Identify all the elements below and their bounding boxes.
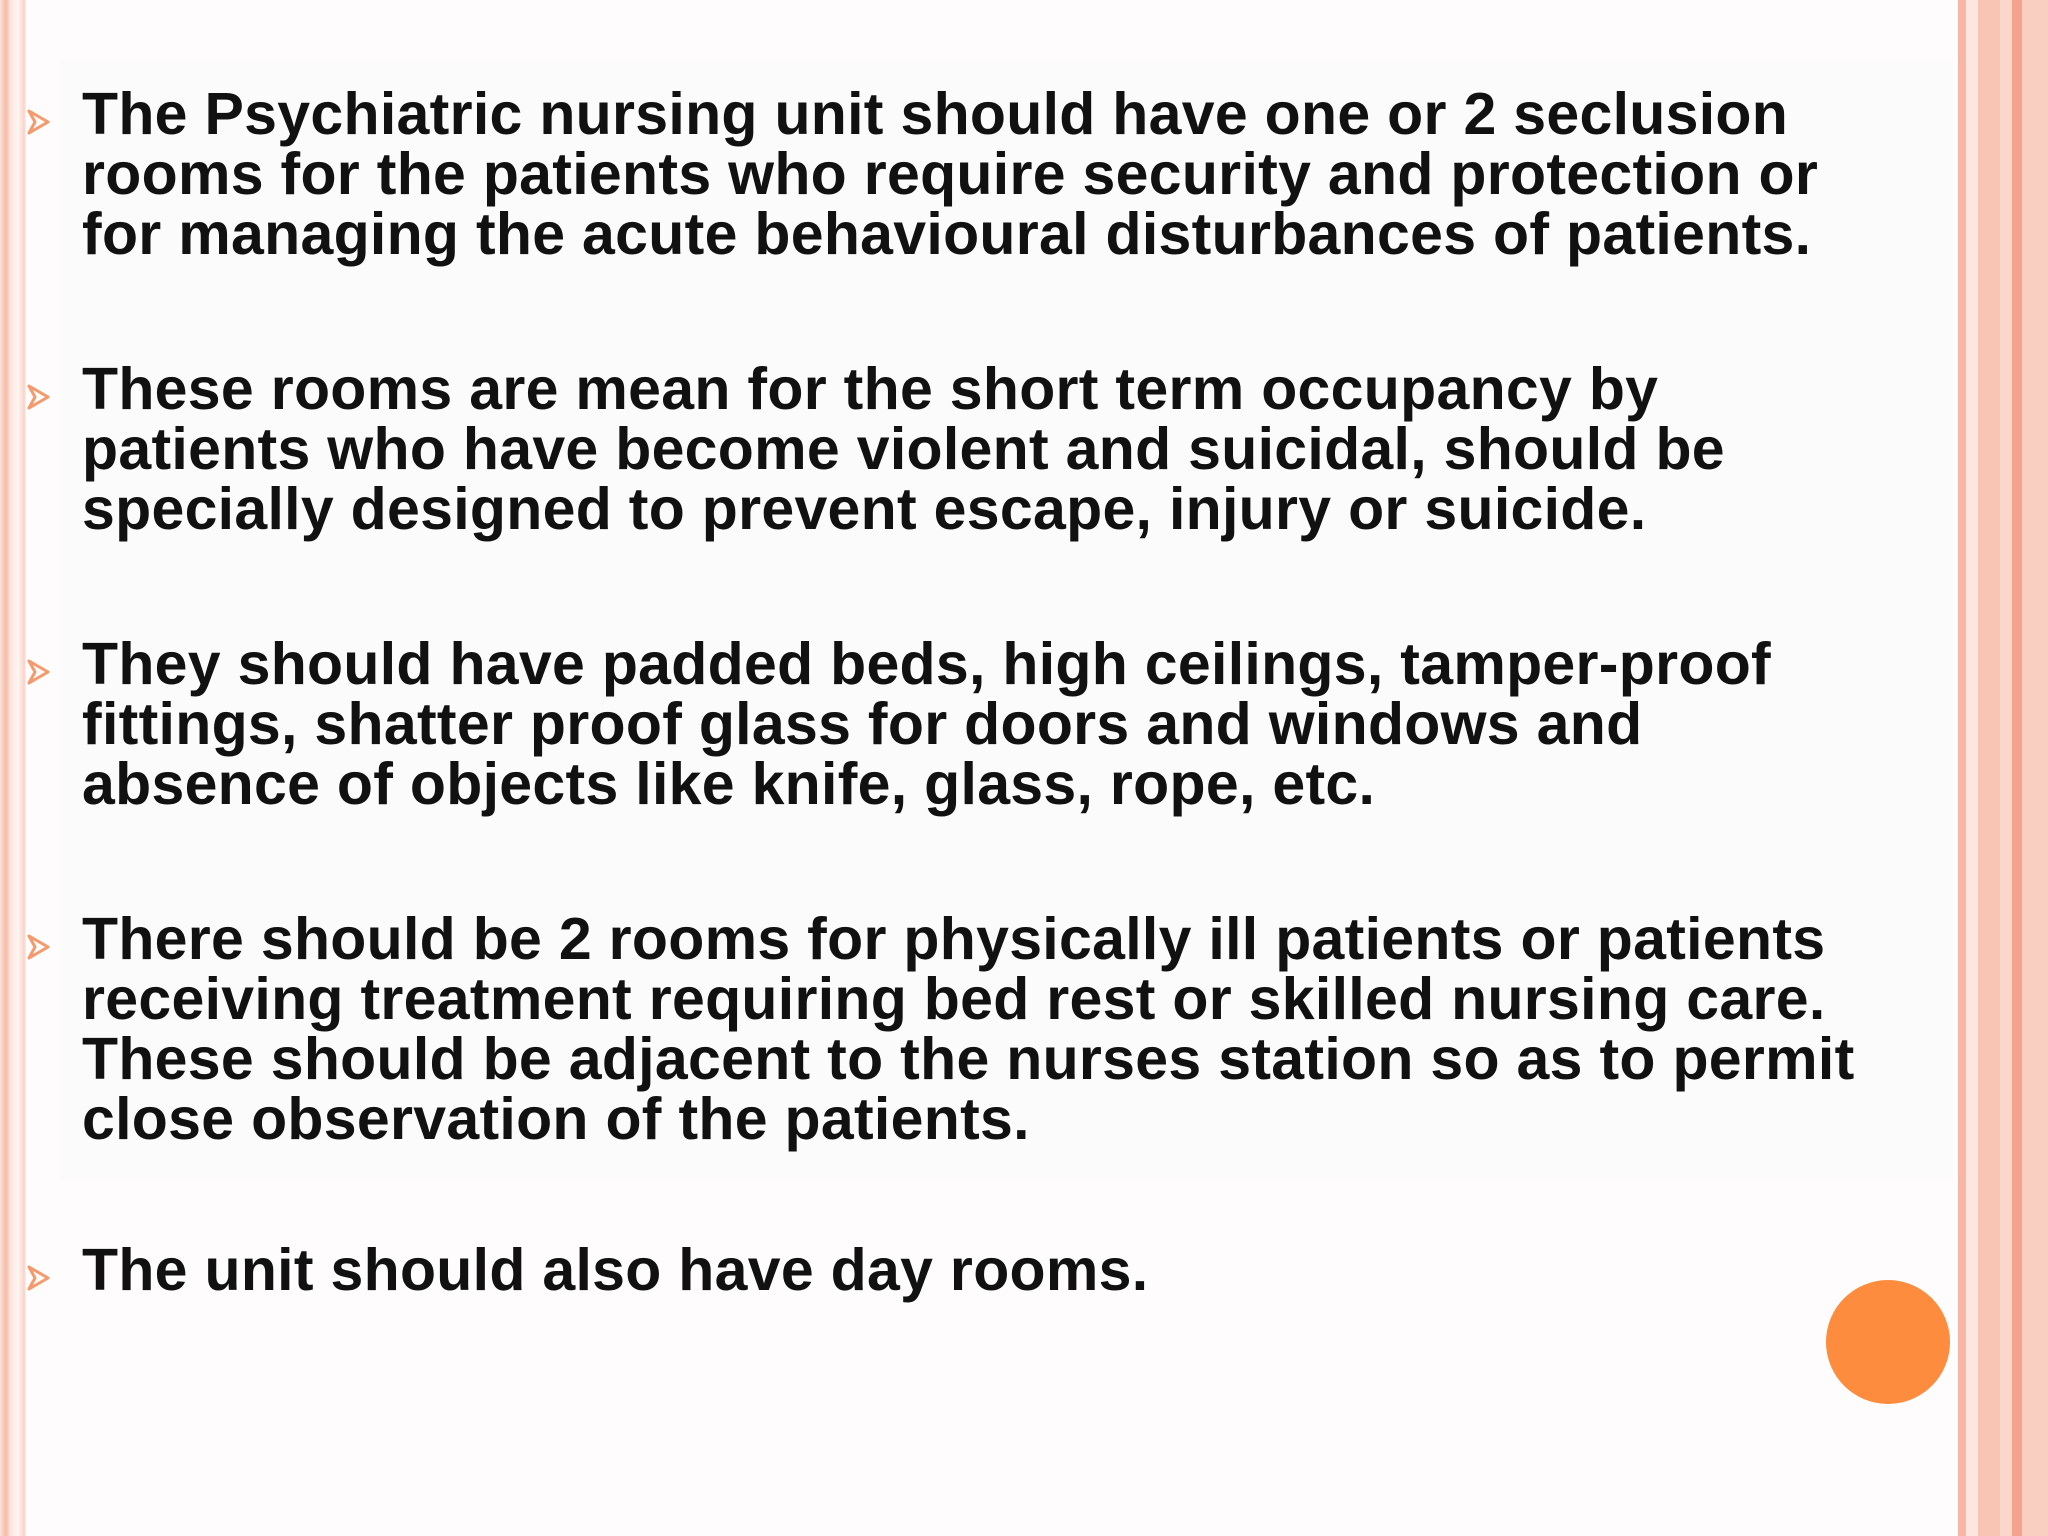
arrow-bullet-icon xyxy=(26,1264,52,1292)
arrow-bullet-icon xyxy=(26,933,52,961)
arrow-bullet-icon xyxy=(26,108,52,136)
left-border-decoration xyxy=(0,0,26,1536)
bullet-text: These rooms are mean for the short term occupancy by patients who have become violent and suicidal, should be specially designed to prevent escape, injury or suicide. xyxy=(82,356,1725,542)
right-border-stripe xyxy=(1958,0,1966,1536)
right-border-stripe xyxy=(1966,0,1978,1536)
arrow-bullet-icon xyxy=(26,658,52,686)
bullet-text: The unit should also have day rooms. xyxy=(82,1237,1149,1303)
orange-circle-decoration xyxy=(1826,1280,1950,1404)
arrow-bullet-icon xyxy=(26,383,52,411)
right-border-stripe xyxy=(1978,0,2000,1536)
bullet-text: The Psychiatric nursing unit should have one or 2 seclusion rooms for the patients who require security and protection or for managing the acute behavioural disturbances of patients. xyxy=(82,81,1819,267)
right-border-stripe xyxy=(2022,0,2048,1536)
bullet-text: There should be 2 rooms for physically ill patients or patients receiving treatment requiring bed rest or skilled nursing care. These should be adjacent to the nurses station so as to permit close observation of the patients. xyxy=(82,906,1855,1152)
right-border-stripe xyxy=(2012,0,2022,1536)
bullet-text: They should have padded beds, high ceilings, tamper-proof fittings, shatter proof glass for doors and windows and absence of objects like knife, glass, rope, etc. xyxy=(82,631,1771,817)
right-border-stripe xyxy=(2000,0,2012,1536)
